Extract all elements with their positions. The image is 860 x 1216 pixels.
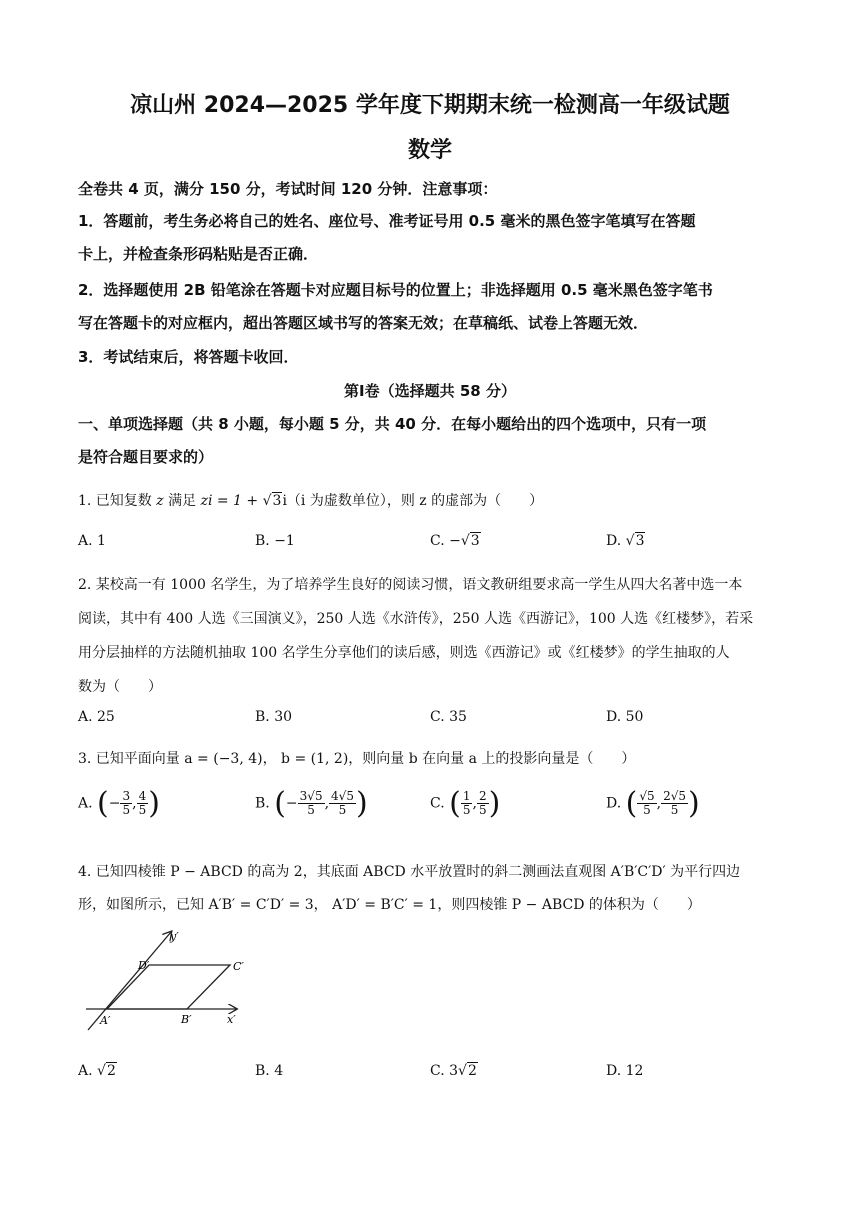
q1-option-c: C. −√3 (430, 533, 480, 549)
note-2-line-1: 2．选择题使用 2B 铅笔涂在答题卡对应题目标号的位置上；非选择题用 0.5 毫米黑色签字笔书 (78, 281, 713, 299)
q1-option-b: B. −1 (255, 533, 295, 549)
x-axis-label: x′ (227, 1013, 236, 1026)
q1-option-d: D. √3 (606, 533, 645, 549)
q1-variable: z (156, 493, 164, 509)
q2-option-d: D. 50 (606, 709, 644, 725)
notes-intro: 全卷共 4 页，满分 150 分，考试时间 120 分钟．注意事项： (78, 180, 498, 198)
note-2-line-2: 写在答题卡的对应框内，超出答题区域书写的答案无效；在草稿纸、试卷上答题无效． (78, 314, 649, 332)
q2-option-c: C. 35 (430, 709, 467, 725)
question-1: 1. 已知复数 z 满足 zi = 1 + √3i（i 为虚数单位），则 z 的虚部为（ ） (78, 493, 544, 509)
y-axis-label: y′ (170, 930, 179, 943)
question-4-line-2: 形，如图所示，已知 A′B′ = C′D′ = 3， A′D′ = B′C′ = 1，则四棱锥 P − ABCD 的体积为（ ） (78, 897, 701, 913)
q2-option-a: A. 25 (78, 709, 115, 725)
q3-option-b: B. (− $\frac{3√5}{5}$ , $\frac{4√5}{5}$ ) (255, 786, 368, 821)
note-3: 3．考试结束后，将答题卡收回． (78, 348, 299, 366)
part1-instructions-line-2: 是符合题目要求的） (78, 448, 214, 466)
q3-option-d: D. ( $\frac{√5}{5}$ , $\frac{2√5}{5}$ ) (606, 786, 700, 821)
section-heading: 第Ⅰ卷（选择题共 58 分） (344, 382, 516, 400)
question-2-line-4: 数为（ ） (78, 679, 162, 695)
point-c-label: C′ (233, 960, 244, 973)
oblique-projection-figure (78, 922, 258, 1037)
q4-option-a: A. √2 (78, 1063, 116, 1079)
question-2-line-2: 阅读，其中有 400 人选《三国演义》，250 人选《水浒传》，250 人选《西游记》，100 人选《红楼梦》，若采 (78, 611, 754, 627)
question-2-line-1: 2. 某校高一有 1000 名学生，为了培养学生良好的阅读习惯，语文教研组要求高一学生从四大名著中选一本 (78, 577, 743, 593)
q1-option-a: A. 1 (78, 533, 106, 549)
parallelogram (107, 965, 230, 1009)
note-1-line-2: 卡上，并检查条形码粘贴是否正确． (78, 245, 319, 263)
q4-option-b: B. 4 (255, 1063, 284, 1079)
question-4-line-1: 4. 已知四棱锥 P − ABCD 的高为 2，其底面 ABCD 水平放置时的斜二测画法直观图 A′B′C′D′ 为平行四边 (78, 864, 741, 880)
q4-option-d: D. 12 (606, 1063, 644, 1079)
q4-option-c: C. 3√2 (430, 1063, 477, 1079)
q1-mid: 满足 (163, 493, 201, 509)
part1-instructions-line-1: 一、单项选择题（共 8 小题，每小题 5 分，共 40 分．在每小题给出的四个选项中，只有一项 (78, 415, 707, 433)
q1-suffix: （i 为虚数单位），则 z 的虚部为（ ） (286, 493, 544, 509)
q3-option-c: C. ( $\frac{1}{5}$ , $\frac{2}{5}$ ) (430, 786, 501, 821)
note-1-line-1: 1．答题前，考生务必将自己的姓名、座位号、准考证号用 0.5 毫米的黑色签字笔填写在答题 (78, 212, 696, 230)
point-a-label: A′ (100, 1014, 111, 1027)
point-b-label: B′ (181, 1013, 192, 1026)
point-d-label: D′ (138, 959, 150, 972)
exam-subject: 数学 (407, 138, 452, 163)
q1-equation-lhs: zi = 1 + (200, 493, 263, 509)
q1-prefix: 1. 已知复数 (78, 493, 157, 509)
q1-equation-radicand: 3 (272, 493, 282, 509)
q3-option-a: A. (− $\frac{3}{5}$ , $\frac{4}{5}$ ) (78, 786, 160, 821)
q1-equation-tail: i (282, 493, 287, 509)
question-3: 3. 已知平面向量 a = (−3, 4)， b = (1, 2)，则向量 b 在向量 a 上的投影向量是（ ） (78, 751, 636, 767)
q2-option-b: B. 30 (255, 709, 293, 725)
question-2-line-3: 用分层抽样的方法随机抽取 100 名学生分享他们的读后感，则选《西游记》或《红楼梦》的学生抽取的人 (78, 645, 730, 661)
exam-title: 凉山州 2024—2025 学年度下期期末统一检测高一年级试题 (130, 93, 730, 118)
